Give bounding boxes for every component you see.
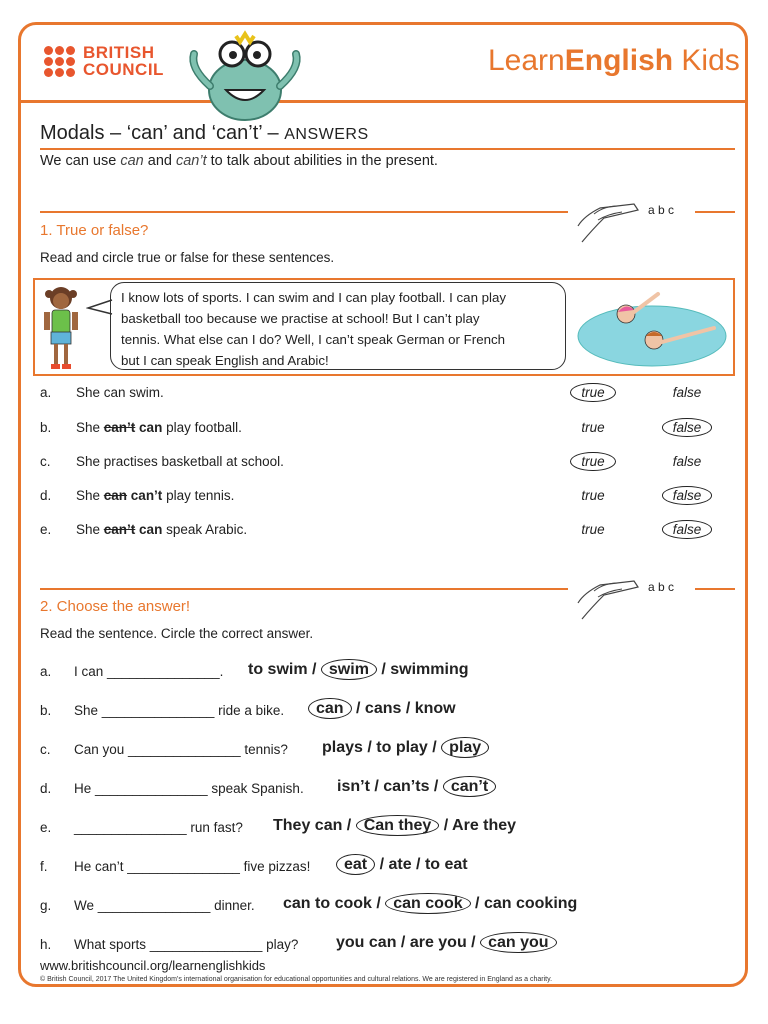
- item-letter: a.: [40, 385, 52, 400]
- item-sentence: [76, 420, 242, 435]
- story-line: I know lots of sports. I can swim and I can play football. I can play: [121, 290, 507, 305]
- true-label: true: [570, 452, 615, 471]
- sentence-text: play tennis.: [162, 488, 235, 503]
- section1-instruction: Read and circle true or false for these sentences.: [40, 250, 335, 265]
- answer-options: to swim / swim / swimming: [248, 661, 469, 678]
- answer-option[interactable]: ate: [388, 856, 412, 873]
- answer-option[interactable]: plays: [322, 739, 363, 756]
- false-option[interactable]: [662, 385, 712, 400]
- item-sentence: [76, 454, 284, 469]
- item-sentence: Can you _______________ tennis?: [74, 742, 288, 757]
- section2-instruction: Read the sentence. Circle the correct answer.: [40, 626, 314, 641]
- false-option[interactable]: [662, 420, 712, 435]
- item-sentence: We _______________ dinner.: [74, 898, 255, 913]
- footer-url[interactable]: www.britishcouncil.org/learnenglishkids: [40, 958, 266, 973]
- answer-option[interactable]: can to cook: [283, 895, 372, 912]
- logo-line-1: BRITISH: [83, 43, 155, 62]
- footer-copyright: © British Council, 2017 The United Kingdom’s international organisation for educational opportunities and cultural relations. We are registered in England as a charity.: [40, 976, 553, 983]
- item-sentence: [76, 385, 164, 400]
- girl-character-icon: [38, 284, 84, 374]
- answer-option[interactable]: Are they: [452, 817, 517, 834]
- sentence-text: She: [76, 522, 104, 537]
- abc-label: a b c: [648, 203, 675, 217]
- true-label: true: [581, 522, 605, 537]
- true-label: true: [581, 488, 605, 503]
- story-line: but I can speak English and Arabic!: [121, 353, 329, 368]
- struck-word: can’t: [103, 522, 136, 537]
- answer-option[interactable]: can: [308, 698, 352, 719]
- answer-option[interactable]: play: [441, 737, 489, 758]
- sentence-text: She can swim.: [76, 385, 164, 400]
- item-letter: a.: [40, 664, 52, 679]
- answer-option[interactable]: can’ts: [383, 778, 430, 795]
- choose-row: [40, 779, 740, 805]
- corrected-word: can: [135, 522, 163, 537]
- writing-hand-icon: [574, 573, 652, 623]
- answer-option[interactable]: can cooking: [483, 895, 578, 912]
- item-letter: b.: [40, 420, 52, 435]
- swimmers-image: [574, 284, 730, 370]
- answer-options: can to cook / can cook / can cooking: [283, 895, 578, 912]
- title-underline: [40, 148, 735, 150]
- item-sentence: What sports _______________ play?: [74, 937, 299, 952]
- corrected-word: can: [135, 420, 163, 435]
- item-sentence: I can _______________.: [74, 664, 224, 679]
- choose-row: [40, 818, 740, 844]
- true-option[interactable]: [568, 522, 618, 537]
- british-council-logo: [44, 44, 164, 78]
- struck-word: can’t: [103, 420, 136, 435]
- answer-option[interactable]: to swim: [248, 661, 308, 678]
- sentence-text: She: [76, 488, 104, 503]
- item-letter: d.: [40, 488, 52, 503]
- answer-option[interactable]: can you: [480, 932, 556, 953]
- answer-option[interactable]: cans: [364, 700, 402, 717]
- choose-row: [40, 857, 740, 883]
- item-sentence: He _______________ speak Spanish.: [74, 781, 304, 796]
- answer-option[interactable]: They can: [273, 817, 343, 834]
- item-letter: h.: [40, 937, 52, 952]
- section2-divider-end: [695, 588, 735, 590]
- false-option[interactable]: [662, 454, 712, 469]
- logo-line-2: COUNCIL: [83, 60, 164, 79]
- answer-options: They can / Can they / Are they: [273, 817, 517, 834]
- choose-row: [40, 662, 740, 688]
- answer-option[interactable]: know: [414, 700, 456, 717]
- answer-option[interactable]: isn’t: [337, 778, 370, 795]
- true-option[interactable]: [568, 454, 618, 469]
- sentence-text: speak Arabic.: [162, 522, 248, 537]
- answer-option[interactable]: can cook: [385, 893, 470, 914]
- true-label: true: [570, 383, 615, 402]
- sentence-text: play football.: [162, 420, 242, 435]
- sentence-text: She: [76, 420, 104, 435]
- choose-row: [40, 701, 740, 727]
- choose-row: [40, 896, 740, 922]
- false-label: false: [672, 454, 702, 469]
- corrected-word: can’t: [127, 488, 163, 503]
- sentence-text: She practises basketball at school.: [76, 454, 284, 469]
- answer-options: you can / are you / can you: [336, 934, 557, 952]
- true-option[interactable]: [568, 420, 618, 435]
- header-divider: [18, 100, 748, 103]
- section2-divider: [40, 588, 568, 590]
- section2-title: 2. Choose the answer!: [40, 598, 191, 615]
- choose-row: [40, 740, 740, 766]
- true-false-row: [40, 451, 740, 475]
- item-letter: c.: [40, 742, 51, 757]
- item-sentence: _______________ run fast?: [74, 820, 243, 835]
- item-sentence: He can’t _______________ five pizzas!: [74, 859, 311, 874]
- answer-options: eat / ate / to eat: [336, 856, 468, 874]
- item-sentence: [76, 488, 234, 503]
- answer-option[interactable]: eat: [336, 854, 375, 875]
- answer-option[interactable]: you can: [336, 934, 397, 951]
- answer-option[interactable]: can’t: [443, 776, 496, 797]
- answer-options: can / cans / know: [308, 700, 456, 718]
- story-line: tennis. What else can I do? Well, I can’t speak German or French: [121, 332, 506, 347]
- item-sentence: [76, 522, 247, 537]
- true-false-row: [40, 382, 740, 406]
- section1-title: 1. True or false?: [40, 222, 149, 239]
- item-letter: e.: [40, 522, 52, 537]
- answer-option[interactable]: swimming: [390, 661, 469, 678]
- true-false-row: [40, 417, 740, 441]
- answer-option[interactable]: are you: [409, 934, 467, 951]
- abc-label: a b c: [648, 580, 675, 594]
- item-letter: c.: [40, 454, 51, 469]
- false-option[interactable]: [662, 522, 712, 537]
- false-label: false: [662, 486, 713, 505]
- monster-mascot-icon: [180, 28, 310, 128]
- item-letter: d.: [40, 781, 52, 796]
- answer-options: isn’t / can’ts / can’t: [337, 778, 496, 796]
- true-option[interactable]: [568, 488, 618, 503]
- intro-text: We can use can and can’t to talk about abilities in the present.: [40, 153, 438, 169]
- true-false-row: [40, 519, 740, 543]
- story-line: basketball too because we practise at school! But I can’t play: [121, 311, 480, 326]
- writing-hand-icon: [574, 196, 652, 246]
- section1-divider: [40, 211, 568, 213]
- true-false-row: [40, 485, 740, 509]
- struck-word: can: [103, 488, 128, 503]
- false-label: false: [662, 520, 713, 539]
- speech-bubble: [110, 282, 566, 370]
- answer-option[interactable]: swim: [321, 659, 377, 680]
- answer-option[interactable]: Can they: [356, 815, 440, 836]
- item-letter: g.: [40, 898, 52, 913]
- item-sentence: She _______________ ride a bike.: [74, 703, 285, 718]
- logo-dots-icon: [44, 46, 75, 77]
- page-title: Modals – ‘can’ and ‘can’t’ – ANSWERS: [40, 122, 369, 144]
- false-label: false: [662, 418, 713, 437]
- false-label: false: [672, 385, 702, 400]
- answer-option[interactable]: to eat: [424, 856, 468, 873]
- section1-divider-end: [695, 211, 735, 213]
- true-option[interactable]: [568, 385, 618, 400]
- item-letter: b.: [40, 703, 52, 718]
- learnenglish-kids-logo: LearnEnglish Kids: [488, 44, 740, 77]
- false-option[interactable]: [662, 488, 712, 503]
- answer-options: plays / to play / play: [322, 739, 489, 757]
- item-letter: f.: [40, 859, 48, 874]
- answer-option[interactable]: to play: [376, 739, 428, 756]
- true-label: true: [581, 420, 605, 435]
- item-letter: e.: [40, 820, 52, 835]
